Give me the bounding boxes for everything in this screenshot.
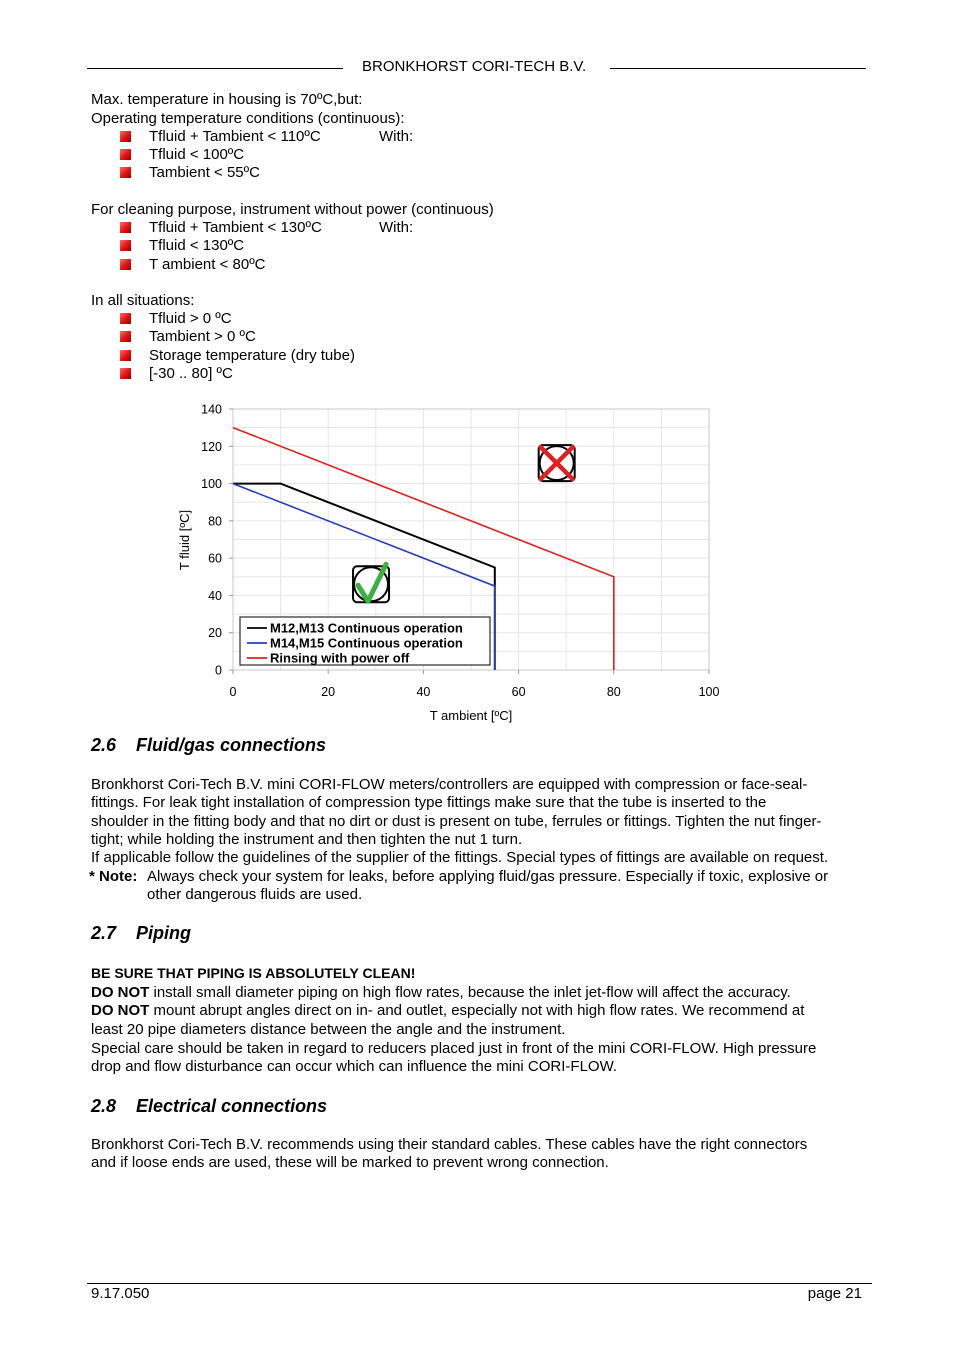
y-tick-label: 100 — [201, 477, 222, 492]
para-line: tight; while holding the instrument and then tighten the nut 1 turn. — [91, 830, 523, 848]
x-tick-label: 60 — [511, 685, 526, 699]
note-label: * Note: — [89, 868, 138, 885]
clean-item: T ambient < 80ºC — [149, 256, 266, 273]
para-line: If applicable follow the guidelines of the supplier of the fittings. Special types of fittings are available on request. — [91, 849, 829, 867]
piping-line-2: DO NOT mount abrupt angles direct on in- and outlet, especially not with high flow rates. We recommend at — [91, 1002, 805, 1019]
all-intro: In all situations: — [91, 292, 195, 309]
x-tick-label: 40 — [416, 685, 431, 699]
section-2-7-heading — [91, 923, 191, 944]
op-item: Tfluid + Tambient < 110ºC — [149, 128, 321, 145]
para-line: fittings. For leak tight installation of compression type fittings make sure that the tube is inserted to the — [91, 794, 767, 812]
all-item: [-30 .. 80] ºC — [149, 365, 233, 382]
para-line: Bronkhorst Cori-Tech B.V. mini CORI-FLOW meters/controllers are equipped with compression or face-seal- — [91, 776, 808, 793]
section-2-6-heading — [91, 735, 326, 756]
all-item: Tfluid > 0 ºC — [149, 310, 232, 327]
bullet-icon — [120, 240, 131, 251]
y-tick-label: 20 — [208, 626, 222, 641]
x-tick-label: 100 — [698, 685, 720, 699]
section-title: Fluid/gas connections — [136, 735, 327, 755]
x-tick-label: 0 — [229, 685, 237, 699]
legend-label: M14,M15 Continuous operation — [270, 635, 463, 651]
y-tick-label: 120 — [201, 439, 222, 454]
check-mark-icon — [353, 564, 389, 602]
bullet-icon — [120, 331, 131, 342]
header-company: BRONKHORST CORI-TECH B.V. — [362, 58, 587, 75]
piping-line-5: drop and flow disturbance can occur which can influence the mini CORI-FLOW. — [91, 1058, 618, 1075]
temperature-chart — [160, 395, 740, 730]
op-item: Tfluid < 100ºC — [149, 146, 245, 163]
bullet-icon — [120, 313, 131, 324]
bullet-icon — [120, 350, 131, 361]
x-tick-label: 80 — [606, 685, 621, 699]
y-tick-label: 40 — [208, 588, 222, 603]
electrical-line-1: Bronkhorst Cori-Tech B.V. recommends using their standard cables. These cables have the right connectors — [91, 1136, 808, 1153]
y-axis-label: T fluid [ºC] — [177, 509, 192, 571]
footer-page-number: page 21 — [807, 1285, 862, 1302]
header-rule-left — [87, 68, 343, 69]
chart-legend — [240, 617, 490, 666]
bullet-icon — [120, 368, 131, 379]
x-axis-label: T ambient [ºC] — [429, 708, 513, 723]
y-tick-label: 60 — [208, 551, 222, 566]
section-number: 2.8 — [91, 1096, 117, 1116]
bullet-icon — [120, 259, 131, 270]
op-item: Tambient < 55ºC — [149, 164, 260, 181]
legend-label: Rinsing with power off — [270, 650, 410, 666]
piping-line-1: DO NOT install small diameter piping on high flow rates, because the inlet jet-flow will affect the accuracy. — [91, 984, 791, 1001]
section-2-8-heading — [91, 1096, 327, 1117]
bullet-icon — [120, 149, 131, 160]
all-item: Tambient > 0 ºC — [149, 328, 256, 345]
piping-line-4: Special care should be taken in regard to reducers placed just in front of the mini CORI-FLOW. High pressure — [91, 1040, 817, 1057]
section-title: Electrical connections — [136, 1096, 328, 1116]
footer-doc-number: 9.17.050 — [91, 1285, 150, 1302]
header-rule-right — [610, 68, 866, 69]
section-number: 2.6 — [91, 735, 117, 755]
section-2-6-body — [91, 776, 881, 867]
bullet-icon — [120, 167, 131, 178]
temp-intro-2: Operating temperature conditions (continuous): — [91, 110, 405, 127]
y-tick-label: 0 — [215, 663, 222, 678]
note-line-2: other dangerous fluids are used. — [147, 886, 363, 903]
temp-intro-1: Max. temperature in housing is 70ºC,but: — [91, 91, 363, 108]
piping-line-3: least 20 pipe diameters distance between the angle and the instrument. — [91, 1021, 566, 1038]
section-number: 2.7 — [91, 923, 117, 943]
bullet-icon — [120, 131, 131, 142]
cross-mark-icon — [539, 445, 575, 481]
y-tick-label: 80 — [208, 514, 222, 529]
legend-label: M12,M13 Continuous operation — [270, 620, 463, 636]
with-label: With: — [379, 219, 414, 236]
piping-warning: BE SURE THAT PIPING IS ABSOLUTELY CLEAN! — [91, 965, 416, 981]
y-tick-label: 140 — [201, 402, 222, 417]
x-tick-label: 20 — [321, 685, 336, 699]
clean-item: Tfluid + Tambient < 130ºC — [149, 219, 322, 236]
para-line: shoulder in the fitting body and that no dirt or dust is present on tube, ferrules or fittings. Tighten the nut finger- — [91, 812, 822, 830]
cleaning-intro: For cleaning purpose, instrument without power (continuous) — [91, 201, 494, 218]
footer-rule — [87, 1283, 872, 1284]
section-title: Piping — [136, 923, 191, 943]
electrical-line-2: and if loose ends are used, these will be marked to prevent wrong connection. — [91, 1154, 609, 1171]
with-label: With: — [379, 128, 414, 145]
note-line-1: Always check your system for leaks, before applying fluid/gas pressure. Especially if toxic, explosive or — [147, 868, 829, 885]
all-item: Storage temperature (dry tube) — [149, 347, 355, 364]
bullet-icon — [120, 222, 131, 233]
clean-item: Tfluid < 130ºC — [149, 237, 245, 254]
